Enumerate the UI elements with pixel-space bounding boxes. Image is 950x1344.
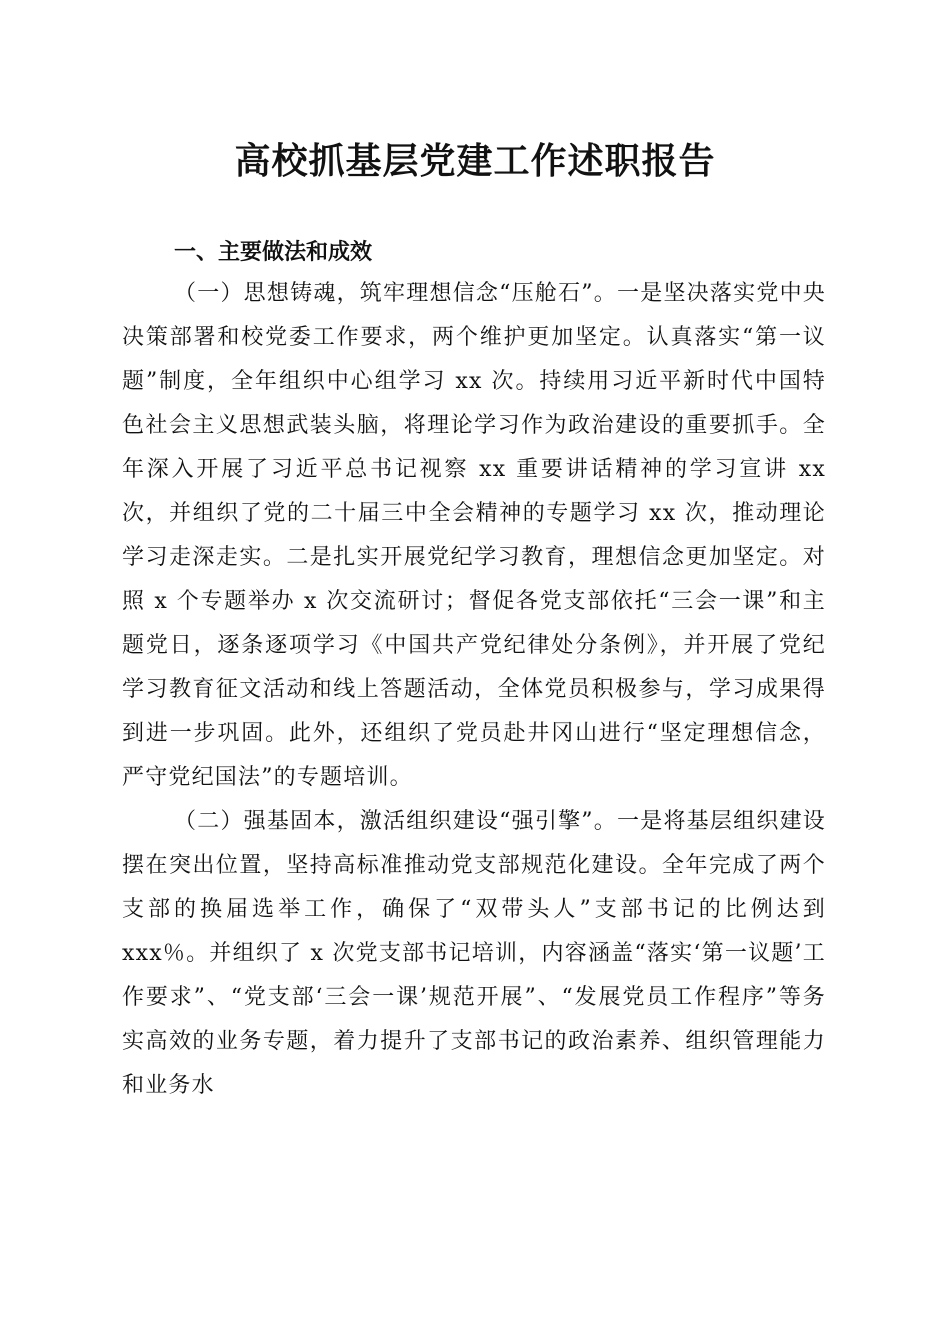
paragraph-ideological <box>122 272 826 800</box>
paragraph-lead: （二）强基固本，激活组织建设“强引擎”。 <box>174 809 617 834</box>
document-title: 高校抓基层党建工作述职报告 <box>234 140 716 182</box>
section-heading: 一、主要做法和成效 <box>174 240 373 265</box>
paragraph-lead: （一）思想铸魂，筑牢理想信念“压舱石”。 <box>174 281 617 306</box>
paragraph-body: 一是坚决落实党中央决策部署和校党委工作要求，两个维护更加坚定。认真落实“第一议题”制度，全年组织中心组学习 xx 次。持续用习近平新时代中国特色社会主义思想武装头脑，将理论学习作为政治建设的重要抓手。全年深入开展了习近平总书记视察 xx 重要讲话精神的学习宣讲 xx 次，并组织了党的二十届三中全会精神的专题学习 xx 次，推动理论学习走深走实。二是扎实开展党纪学习教育，理想信念更加坚定。对照 x 个专题举办 x 次交流研讨；督促各党支部依托“三会一课”和主题党日，逐条逐项学习《中国共产党纪律处分条例》，并开展了党纪学习教育征文活动和线上答题活动，全体党员积极参与，学习成果得到进一步巩固。此外，还组织了党员赴井冈山进行“坚定理想信念，严守党纪国法”的专题培训。 <box>122 281 826 790</box>
paragraph-organization <box>122 800 826 1108</box>
paragraph-body: 一是将基层组织建设摆在突出位置，坚持高标准推动党支部规范化建设。全年完成了两个支部的换届选举工作，确保了“双带头人”支部书记的比例达到 xxx％。并组织了 x 次党支部书记培训，内容涵盖“落实‘第一议题’工作要求”、“党支部‘三会一课’规范开展”、“发展党员工作程序”等务实高效的业务专题，着力提升了支部书记的政治素养、组织管理能力和业务水 <box>122 809 826 1098</box>
document-body <box>122 234 826 1108</box>
